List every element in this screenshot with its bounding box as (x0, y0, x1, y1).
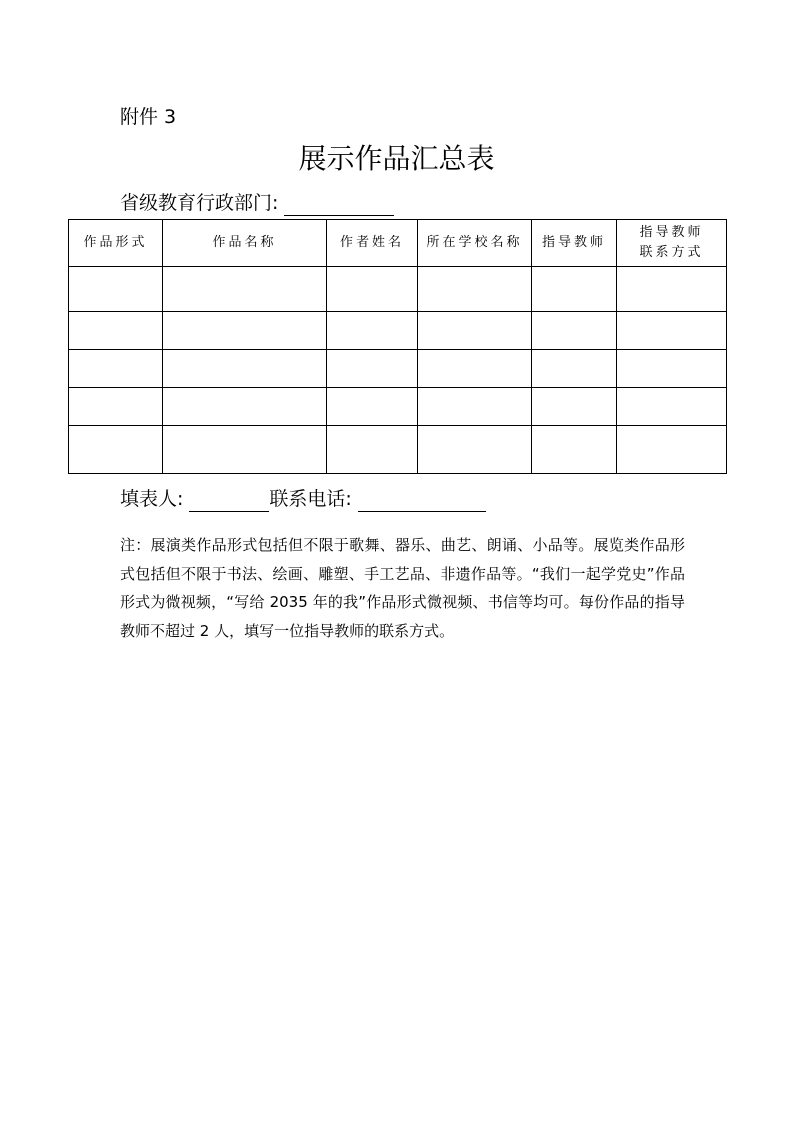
table-cell[interactable] (617, 426, 727, 474)
table-cell[interactable] (163, 312, 327, 350)
table-cell[interactable] (69, 312, 163, 350)
page-title: 展示作品汇总表 (298, 142, 495, 175)
table-cell[interactable] (532, 388, 617, 426)
note-block (120, 531, 685, 645)
header-author-name: 作者姓名 (327, 220, 418, 267)
table-row (69, 350, 727, 388)
filler-row (120, 486, 486, 512)
table-cell[interactable] (327, 312, 418, 350)
table-header-row (69, 220, 727, 267)
department-label: 省级教育行政部门: (120, 192, 279, 214)
table-cell[interactable] (69, 388, 163, 426)
header-instructor-contact: 指导教师 联系方式 (617, 220, 727, 267)
table-cell[interactable] (327, 426, 418, 474)
department-row (120, 190, 394, 216)
table-cell[interactable] (163, 426, 327, 474)
table-cell[interactable] (418, 388, 532, 426)
table-row (69, 388, 727, 426)
table-cell[interactable] (617, 388, 727, 426)
filler-field[interactable] (189, 491, 269, 512)
table-cell[interactable] (617, 267, 727, 312)
table-cell[interactable] (532, 350, 617, 388)
table-cell[interactable] (418, 267, 532, 312)
table-row (69, 426, 727, 474)
table-cell[interactable] (69, 267, 163, 312)
table-cell[interactable] (617, 312, 727, 350)
table-cell[interactable] (163, 267, 327, 312)
table-cell[interactable] (163, 350, 327, 388)
table-cell[interactable] (418, 426, 532, 474)
header-school-name: 所在学校名称 (418, 220, 532, 267)
phone-field[interactable] (358, 491, 486, 512)
table-cell[interactable] (163, 388, 327, 426)
table-cell[interactable] (418, 350, 532, 388)
table-row (69, 312, 727, 350)
table-cell[interactable] (327, 267, 418, 312)
table-cell[interactable] (69, 426, 163, 474)
note-text: 注：展演类作品形式包括但不限于歌舞、器乐、曲艺、朗诵、小品等。展览类作品形式包括但不限于书法、绘画、雕塑、手工艺品、非遗作品等。“我们一起学党史”作品形式为微视频，“写给 2035 年的我”作品形式微视频、书信等均可。每份作品的指导教师不超过 2 人，填写一位指导教师的联系方式。 (120, 536, 685, 640)
department-field[interactable] (284, 195, 394, 216)
table-cell[interactable] (69, 350, 163, 388)
table-cell[interactable] (327, 388, 418, 426)
header-work-name: 作品名称 (163, 220, 327, 267)
table-cell[interactable] (617, 350, 727, 388)
phone-label: 联系电话: (269, 488, 352, 510)
table-cell[interactable] (532, 312, 617, 350)
table-cell[interactable] (532, 426, 617, 474)
attachment-label: 附件 3 (120, 106, 177, 128)
table-cell[interactable] (418, 312, 532, 350)
works-summary-table (68, 219, 727, 474)
header-instructor: 指导教师 (532, 220, 617, 267)
table-cell[interactable] (327, 350, 418, 388)
header-work-form: 作品形式 (69, 220, 163, 267)
filler-label: 填表人: (120, 488, 184, 510)
table-row (69, 267, 727, 312)
table-cell[interactable] (532, 267, 617, 312)
